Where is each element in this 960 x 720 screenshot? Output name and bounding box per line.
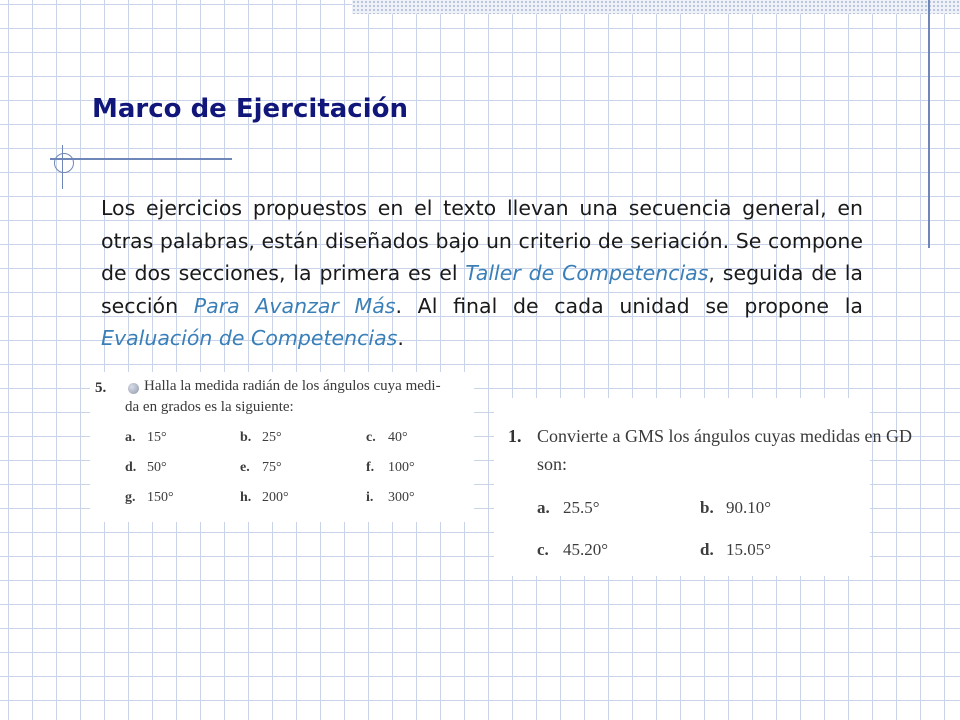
exercise-question-line1: Convierte a GMS los ángulos cuyas medidas en GD <box>537 426 912 446</box>
crosshair-circle-icon <box>54 153 74 173</box>
paragraph-text-1: Los ejercicios propuestos en el texto llevan una secuencia general, en otras palabras, están diseñados bajo un criterio de seriación. Se compone de dos secciones, la primera es el <box>101 196 863 285</box>
right-vertical-rule <box>928 0 930 248</box>
slide-title: Marco de Ejercitación <box>92 94 408 124</box>
exercise-question-line2: da en grados es la siguiente: <box>125 399 294 415</box>
exercise-number: 1. <box>508 426 522 446</box>
exercise-question-line2: son: <box>537 454 568 474</box>
exercise-card-gms <box>494 398 912 576</box>
option-i: i. 300° <box>366 490 415 505</box>
option-c: c. 45.20° <box>537 540 609 559</box>
taller-de-competencias-emphasis: Taller de Competencias <box>465 261 709 285</box>
option-g: g. 150° <box>125 490 174 505</box>
option-d: d. 15.05° <box>700 540 772 559</box>
exercise-number: 5. <box>95 380 107 396</box>
exercise-question-line1: Halla la medida radián de los ángulos cuya medi- <box>144 378 441 394</box>
paragraph-text-4: . <box>397 326 404 350</box>
option-d: d. 50° <box>125 460 167 475</box>
option-b: b. 90.10° <box>700 498 772 517</box>
evaluacion-de-competencias-emphasis: Evaluación de Competencias <box>101 326 398 350</box>
paragraph-text-2: , seguida de la sección <box>101 261 863 318</box>
paragraph-text-3: . Al final de cada unidad se propone la <box>395 293 863 318</box>
option-e: e. 75° <box>240 460 282 475</box>
top-dotted-band <box>352 0 960 14</box>
title-underline-rule <box>50 158 232 160</box>
exercise-card-radian <box>90 372 474 522</box>
para-avanzar-mas-emphasis: Para Avanzar Más <box>193 293 396 318</box>
option-a: a. 15° <box>125 430 167 445</box>
bullet-circle-icon <box>128 383 139 394</box>
option-b: b. 25° <box>240 430 282 445</box>
body-paragraph <box>101 192 863 355</box>
option-a: a. 25.5° <box>537 498 600 517</box>
option-f: f. 100° <box>366 460 415 475</box>
option-h: h. 200° <box>240 490 289 505</box>
option-c: c. 40° <box>366 430 408 445</box>
